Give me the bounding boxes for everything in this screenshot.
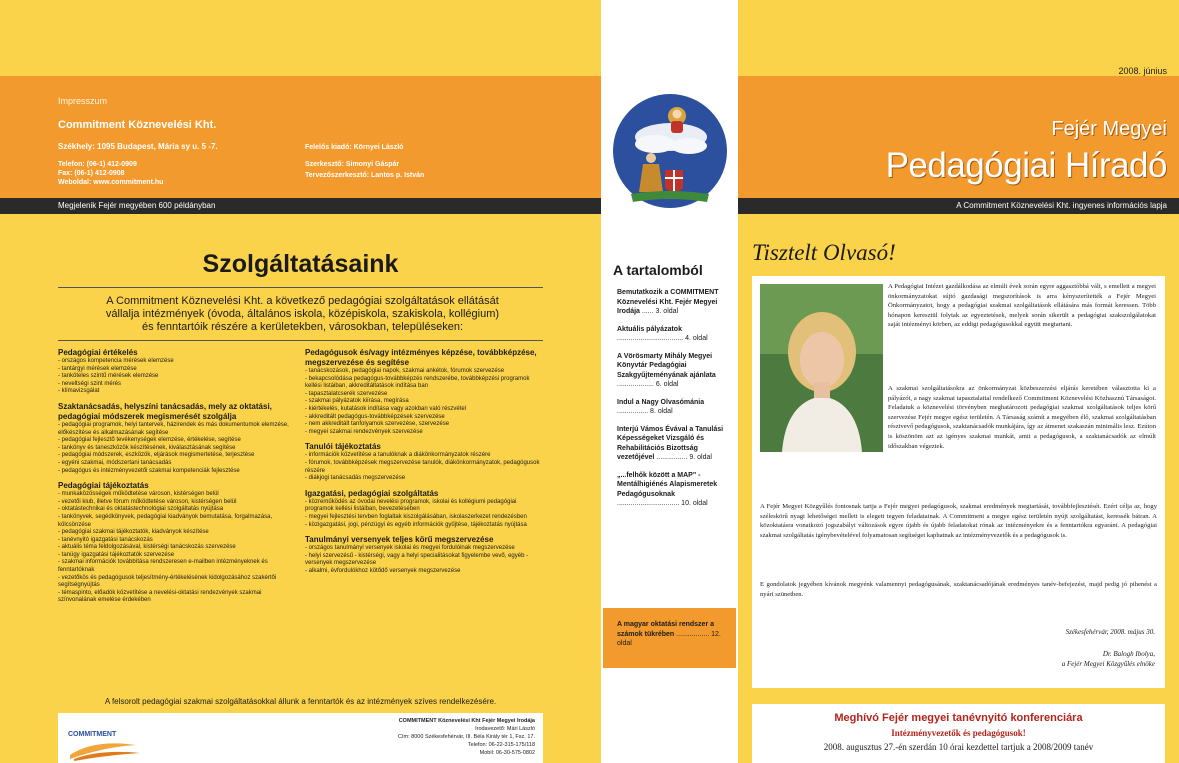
responsible-publisher: Felelős kiadó: Környei László — [305, 144, 404, 151]
service-item: - országos tanulmányi versenyek iskolai és megyei fordulóinak megszervezése — [305, 545, 515, 552]
service-list — [58, 491, 290, 605]
service-item: - megyei fejlesztési tervben foglaltak kiszolgálásában, iskolaszerkezet rendezésben — [305, 513, 527, 520]
toc-entry[interactable] — [617, 325, 729, 344]
services-column-left — [58, 348, 290, 605]
masthead-title: Pedagógiai Híradó — [885, 146, 1167, 185]
service-item: - pedagógiai módszerek, eszközök, eljárások megismertetése, terjesztése — [58, 452, 255, 459]
toc-entry-page: .................................. 4. oldal — [617, 335, 708, 342]
service-item: - témaspinto, előadók közvetítése a nevelési-oktatási rendezvények szakmai színvonalának emelése érdekében — [58, 589, 262, 604]
service-item: - tanköteles szintű mérések elemzése — [58, 373, 159, 380]
letter-paragraph-1: A Pedagógiai Intézet gazdálkodása az elmúlt évek során egyre aggasztóbbá vált, s emellett a megyei önkormányzatokat sújtó gazdasági megszorítások is arra kényszerítették a Fejér Megyei Önkormányzatot, hogy a pedagógiai szakmai szolgáltatások ellátására más formát keressen. Több hónapon keresztül folytak az egyeztetések, melyek során sikerült a pedagógiai szakszolgálatokat saját intézményi körben, az eddigi pedagógusokkal együtt megtartani. — [888, 283, 1156, 329]
services-intro: A Commitment Köznevelési Kht. a következő pedagógiai szolgáltatások ellátását vállalja intézmények (óvoda, általános iskola, középiskola, szakiskola, kollégium) és fenntartóik részére a kerületekben, városokban, településeken: — [105, 295, 500, 333]
greeting-heading: Tisztelt Olvasó! — [752, 240, 896, 265]
commitment-logo — [64, 719, 144, 761]
service-item: - pedagógiai programok, helyi tantervek, házirendek és más dokumentumok elemzése, előkészítése és alkalmazásának segítése — [58, 421, 289, 436]
service-list — [305, 452, 541, 482]
letter-paragraph-3: A Fejér Megyei Közgyűlés fontosnak tartja a Fejér megyei pedagógusok, szakmai eredmények megtartását, továbbfejlesztését. Ezért célja az, hogy széleskörű nyagi lehetőségei mellett is elegett tegyen feladatainak. A Commitment a megye egész területén nyújt szolgáltatást, keressék bátran. A közoktatásra vonatkozó jogszabályi változások egyre újabb és újabb feladatokat rónak az intézményekre és a fenntartókra egyaránt. A pedagógiai szakmai szolgáltatás igénybevételével folyamatosan segítséget kaphatnak az intézményvezetők és a pedagógusok is. — [760, 503, 1157, 539]
company-phone: Telefon: (06-1) 412-0909 — [58, 161, 137, 168]
service-item: - vezetőkös és pedagógusok teljesítmény-értékelésének kidolgozásához szakértői segítségnyújtás — [58, 574, 277, 589]
footer-box — [58, 713, 543, 763]
service-item: - pedagógiai szakmai tájékoztatók, kiadványok készítése — [58, 529, 209, 536]
author-photo — [760, 284, 883, 452]
service-item: - vezetői klub, illetve fórum működtetése városon, kistérségen belül — [58, 498, 237, 505]
letter-place-date: Székesfehérvár, 2008. május 30. — [1065, 628, 1155, 636]
service-item: - pedagógus és intézményvezetői szakmai kompetenciák fejlesztése — [58, 467, 240, 474]
toc-entry-page: ................ 8. oldal — [617, 408, 673, 415]
newsletter-cover — [738, 0, 1179, 763]
service-item: - helyi szervezésű - kistérségi, vagy a helyi specialitásokat figyelembe vevő, egyéb - versenyek megszervezése — [305, 552, 529, 567]
service-heading: Pedagógiai értékelés — [58, 348, 138, 357]
letter-paragraph-2: A szakmai szolgáltatásokra az önkormányzat közbeszerzési eljárás keretében választotta ki a pályázót, a nagy szakmai tapasztalattal rendelkező Commitment Köznevelési Közhasznú Társaságot. Feladatuk a köznevelési törvényben meghatározott pedagógiai szakmai szolgáltatások teljes körű szervezése Fejér megye egész területén. A Társaság számít a megyében élő, szakmai szolgáltatásban résztvevő pedagógusok, szaktanácsadók munkájára, így az átmenet szakaszán minimális lesz. Ezúton is köszönöm azt az igényes szakmai munkát, amit a pedagógusok, a szaktanácsadók az elmúlt időszakban végeztek. — [888, 385, 1156, 450]
service-item: - pedagógiai fejlesztő tevékenységek elemzése, értékelése, segítése — [58, 437, 241, 444]
toc-entry[interactable] — [617, 471, 729, 509]
logo-text: COMMITMENT — [68, 731, 117, 738]
service-item: - tankönyvek, segédkönyvek, pedagógiai kiadványok bemutatása, forgalmazása, kölcsönzése — [58, 513, 273, 528]
service-item: - fórumok, továbbképzések megszervezése tanulók, diákönkormányzatok, pedagógusok részére — [305, 459, 540, 474]
toc-entry-page: ................ 9. oldal — [656, 454, 712, 461]
toc-entry-text: Interjú Vámos Évával a Tanulási Képességeket Vizsgáló és Rehabilitációs Bizottság vezetőjével — [617, 425, 724, 461]
footer-address-line: Irodavezető: Mári László — [475, 726, 535, 732]
service-heading: Tanulmányi versenyek teljes körű megszervezése — [305, 535, 494, 545]
company-web: Weboldal: www.commitment.hu — [58, 179, 164, 186]
impresszum-label: Impresszum — [58, 96, 108, 106]
tagline-text: A Commitment Köznevelési Kht. ingyenes információs lapja — [956, 201, 1167, 210]
toc-entry[interactable] — [617, 425, 729, 463]
toc-highlight-page: ................. 12. oldal — [617, 630, 721, 647]
toc-entry-text: A Vörösmarty Mihály Megyei Könyvtár Pedagógiai Szakgyűjteményának ajánlata — [617, 352, 716, 379]
toc-entry-page: ................................ 10. oldal — [617, 500, 708, 507]
contents-column — [603, 0, 736, 763]
portrait-image — [760, 284, 883, 452]
service-list — [58, 358, 290, 396]
footer-address-line: COMMITMENT Köznevelési Kht Fejér Megyei Irodája — [398, 718, 535, 724]
service-item: - tanácskozások, pedagógiai napok, szakmai ankétok, fórumok szervezése — [305, 368, 505, 374]
toc-entry-page: ...... 3. oldal — [641, 308, 679, 315]
letter-paragraph-4: E gondolatok jegyében kívánok megyénk valamennyi pedagógusának, szaktanácsadójának eredményes tanév-befejezést, majd pedig jó pihenést a nyári szünetben. — [760, 581, 1157, 598]
letter-signer — [1062, 649, 1155, 669]
signer-role: a Fejér Megyei Közgyűlés elnöke — [1061, 660, 1155, 668]
service-item: - klímavizsgálat — [58, 388, 100, 395]
company-address: Székhely: 1095 Budapest, Mária sy u. 5 -7. — [58, 142, 218, 151]
service-item: - szakmai információk továbbítása rendszeresen e-mailben intézményeknek és fenntartóknak — [58, 559, 268, 574]
impresszum-band — [0, 76, 601, 198]
service-item: - információk közvetítése a tanulóknak a diákönkormányzatok részére — [305, 452, 491, 459]
service-heading: Pedagógusok és/vagy intézményes képzése, továbbképzése, megszervezése és segítése — [305, 348, 537, 367]
service-item: - akkreditált pedagógus-továbbképzések szervezése — [305, 413, 445, 420]
toc-list — [617, 288, 729, 517]
footer-address-line: Mobil: 06-30-575-0802 — [479, 750, 535, 756]
service-item: - nem akkreditált tanfolyamok szervezése, szervezése — [305, 421, 450, 428]
toc-entry[interactable] — [617, 352, 729, 390]
editor: Szerkesztő: Simonyi Gáspár — [305, 161, 400, 168]
service-heading: Szaktanácsadás, helyszíni tanácsadás, mely az oktatási, pedagógiai módszerek megismerését szolgálja — [58, 401, 272, 421]
service-item: - tanügy igazgatási tájékoztatók szervezése — [58, 551, 175, 558]
service-item: - kiértékelés, kutatások indítása vagy azokban való részvétel — [305, 405, 467, 412]
service-item: - egyéni szakmai, módszertani tanácsadás — [58, 459, 172, 466]
services-column-right — [305, 348, 541, 575]
circulation-text: Megjelenik Fejér megyében 600 példányban — [58, 201, 216, 210]
toc-entry-page: ................... 6. oldal — [617, 381, 679, 388]
tagline-bar — [738, 198, 1179, 214]
service-list — [58, 422, 290, 475]
divider — [58, 340, 543, 341]
service-item: - közreműködés az óvodai nevelési programok, iskolai és kollégiumi pedagógiai programok kellési listáiban, bevezetésében — [305, 498, 517, 513]
footer-address-line: Cím: 8000 Székesfehérvár, III. Béla Király tér 1, Fsz. 17. — [398, 734, 535, 740]
designer: Tervezőszerkesztő: Lantos p. István — [305, 172, 425, 179]
invitation-box — [752, 704, 1165, 763]
circulation-bar — [0, 198, 601, 214]
service-item: - szakmai pályázatok kiírása, megírása — [305, 398, 409, 405]
service-item: - tanévnyitó igazgatási tanácskozás — [58, 536, 153, 543]
service-heading: Tanulói tájékoztatás — [305, 442, 381, 452]
invitation-text: 2008. augusztus 27.-én szerdán 10 órai kezdettel tartjuk a 2008/2009 tanév — [823, 742, 1094, 752]
toc-entry[interactable] — [617, 288, 729, 317]
company-name: Commitment Köznevelési Kht. — [58, 119, 217, 131]
toc-entry-text: Aktuális pályázatok — [617, 325, 682, 333]
footer-address — [295, 717, 535, 757]
service-item: - aktuális téma feldolgozásával, kistérségi tanácskozás szervezése — [58, 544, 236, 551]
invitation-subtitle: Intézményvezetők és pedagógusok! — [891, 728, 1026, 738]
service-list — [305, 499, 541, 529]
signer-name: Dr. Balogh Ibolya, — [1102, 650, 1155, 658]
service-item: - alkalmi, évfordulókhoz kötődő versenyek megszervezése — [305, 567, 461, 574]
company-fax: Fax: (06-1) 412-0908 — [58, 170, 125, 177]
service-item: - tantárgyi mérések elemzése — [58, 365, 137, 372]
service-list — [305, 368, 541, 436]
service-item: - országos kompetencia mérések elemzése — [58, 358, 174, 364]
toc-entry-text: Indul a Nagy Olvasómánia — [617, 398, 705, 406]
services-footnote: A felsorolt pedagógiai szakmai szolgáltatásokkal állunk a fenntartók és az intézmények szíves rendelkezésére. — [104, 697, 497, 706]
service-heading: Pedagógiai tájékoztatás — [58, 481, 149, 491]
issue-date: 2008. június — [1118, 66, 1167, 76]
service-item: - közigazgatási, jogi, pénzügyi és egyéb információk gyűjtése, tájékoztatás nyújtása — [305, 521, 527, 528]
toc-highlight[interactable] — [603, 608, 736, 668]
toc-title: A tartalomból — [613, 262, 703, 278]
commitment-logo-icon — [64, 719, 144, 761]
footer-address-line: Telefon: 06-22-315-175/118 — [467, 742, 535, 748]
divider — [58, 287, 543, 288]
service-item: - oktatástechnikai és oktatástechnológiai szolgáltatás nyújtása — [58, 506, 224, 513]
service-list — [305, 545, 541, 575]
service-item: - bekapcsolódása pedagógus-továbbképzés rendszerébe, továbbképzési programok kellési listáiban, akkreditáltatások indítása ban — [305, 375, 530, 390]
masthead-band — [738, 76, 1179, 198]
toc-entry-text: Bemutatkozik a COMMITMENT Köznevelési Kht. Fejér Megyei Irodája — [617, 289, 719, 315]
toc-entry[interactable] — [617, 398, 729, 417]
invitation-title: Meghívó Fejér megyei tanévnyitó konferenciára — [834, 712, 1083, 724]
service-item: - neveltségi szint mérés — [58, 380, 122, 387]
masthead-subtitle: Fejér Megyei — [1051, 118, 1167, 140]
service-item: - tankönyv és taneszközök készítésének, kiválasztásának segítése — [58, 444, 236, 451]
service-item: - munkaközösségek működtetése városon, kistérségen belül — [58, 491, 219, 498]
services-title: Szolgáltatásaink — [202, 250, 399, 278]
service-item: - diákjogi tanácsadás megszervezése — [305, 475, 406, 482]
toc-entry-text: „...felhők között a MAP" - Mentálhigiénés Alapismeretek Pedagógusoknak — [617, 471, 718, 498]
service-item: - tapasztalatcserék szervezése — [305, 390, 388, 397]
letter-box — [752, 276, 1165, 688]
service-item: - megyei szakmai rendezvények szervezése — [305, 428, 423, 435]
county-crest-icon — [611, 92, 729, 210]
toc-highlight-text: A magyar oktatási rendszer a számok tükrében — [617, 621, 715, 638]
service-heading: Igazgatási, pedagógiai szolgáltatás — [305, 488, 439, 498]
